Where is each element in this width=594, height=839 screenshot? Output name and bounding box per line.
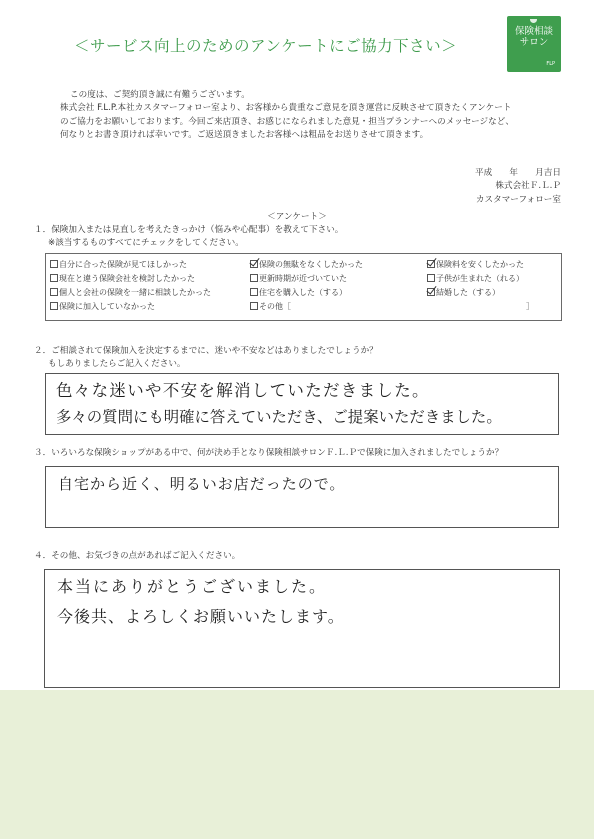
company-name: 株式会社Ｆ.Ｌ.Ｐ (495, 181, 561, 192)
question-4-text: ４．その他、お気づきの点があればご記入ください。 (34, 551, 241, 561)
answer-2-line-1: 色々な迷いや不安を解消していただきました。 (56, 381, 430, 400)
sender-block (475, 167, 561, 207)
intro-line: 何なりとお書き頂ければ幸いです。ご返送頂きましたお客様へは粗品をお送りさせて頂きます。 (60, 129, 429, 140)
checkbox-checked[interactable] (427, 288, 435, 296)
question-2 (34, 345, 378, 371)
other-bracket-close: ］ (526, 302, 534, 311)
option-label: 現在と違う保険会社を検討したかった (59, 274, 195, 283)
checkbox[interactable] (427, 274, 435, 282)
question-3-text: ３．いろいろな保険ショップがある中で、何が決め手となり保険相談サロンＦ.Ｌ.Ｐで保険に加入されましたでしょうか？ (34, 448, 504, 458)
option-item[interactable] (427, 259, 524, 270)
answer-3-box[interactable] (45, 466, 559, 528)
question-2-note: もしありましたらご記入ください。 (48, 359, 186, 369)
logo-line-2: サロン (519, 37, 549, 48)
question-1-options (45, 253, 562, 321)
checkbox[interactable] (50, 260, 58, 268)
option-item[interactable] (50, 287, 211, 298)
brand-logo (507, 16, 561, 72)
option-item[interactable] (250, 273, 347, 284)
option-label: 自分に合った保険が見てほしかった (59, 260, 187, 269)
answer-2-box[interactable] (45, 373, 559, 435)
answer-4-box[interactable] (44, 569, 560, 688)
option-label: 住宅を購入した（する） (259, 288, 347, 297)
checkbox[interactable] (250, 274, 258, 282)
bottom-background (0, 690, 594, 839)
intro-line: 株式会社 F.L.P.本社カスタマーフォロー室より、お客様から貴重なご意見を頂き運営に反映させて頂きたくアンケート (60, 103, 512, 114)
logo-mark-icon (530, 19, 537, 23)
date-line: 平成 年 月吉日 (475, 168, 561, 178)
option-item[interactable] (250, 259, 363, 270)
option-label: 子供が生まれた（れる） (436, 274, 524, 283)
answer-3-line-1: 自宅から近く、明るいお店だったので。 (58, 475, 346, 493)
option-item[interactable] (250, 301, 291, 312)
option-label: その他［ (259, 302, 291, 311)
option-label: 保険料を安くしたかった (436, 260, 524, 269)
option-item[interactable] (427, 273, 524, 284)
option-item[interactable] (427, 287, 500, 298)
page-title: ＜サービス向上のためのアンケートにご協力下さい＞ (74, 37, 458, 55)
checkbox[interactable] (50, 288, 58, 296)
option-label: 保険の無駄をなくしたかった (259, 260, 363, 269)
department-name: カスタマーフォロー室 (475, 194, 561, 205)
option-label: 更新時期が近づいていた (259, 274, 347, 283)
intro-line: のご協力をお願いしております。今回ご来店頂き、お感じになられました意見・担当プランナーへのメッセージなど、 (60, 116, 514, 127)
checkbox[interactable] (250, 288, 258, 296)
survey-heading: ＜アンケート＞ (267, 212, 327, 222)
intro-line: この度は、ご契約頂き誠に有難うございます。 (70, 90, 250, 100)
answer-4-line-1: 本当にありがとうございました。 (57, 577, 328, 596)
checkbox-checked[interactable] (427, 260, 435, 268)
checkbox[interactable] (50, 274, 58, 282)
question-1-note: ※該当するものすべてにチェックをしてください。 (48, 238, 244, 248)
answer-4-line-2: 今後共、よろしくお願いいたします。 (57, 607, 345, 626)
intro-text (60, 89, 514, 142)
question-1-text: １．保険加入または見直しを考えたきっかけ（悩みや心配事）を教えて下さい。 (34, 225, 344, 235)
option-item[interactable] (50, 301, 155, 312)
checkbox-checked[interactable] (250, 260, 258, 268)
question-2-text: ２．ご相談されて保険加入を決定するまでに、迷いや不安などはありましたでしょうか？ (34, 346, 378, 356)
answer-2-line-2: 多々の質問にも明確に答えていただき、ご提案いただきました。 (56, 408, 502, 426)
checkbox[interactable] (250, 302, 258, 310)
option-item[interactable] (250, 287, 347, 298)
checkbox[interactable] (50, 302, 58, 310)
option-label: 結婚した（する） (436, 288, 500, 297)
logo-small-text: FLP (546, 61, 555, 67)
option-item[interactable] (50, 273, 195, 284)
logo-line-1: 保険相談 (514, 26, 553, 37)
question-1 (34, 224, 343, 250)
option-item[interactable] (50, 259, 187, 270)
option-label: 保険に加入していなかった (59, 302, 155, 311)
option-label: 個人と会社の保険を一緒に相談したかった (59, 288, 211, 297)
